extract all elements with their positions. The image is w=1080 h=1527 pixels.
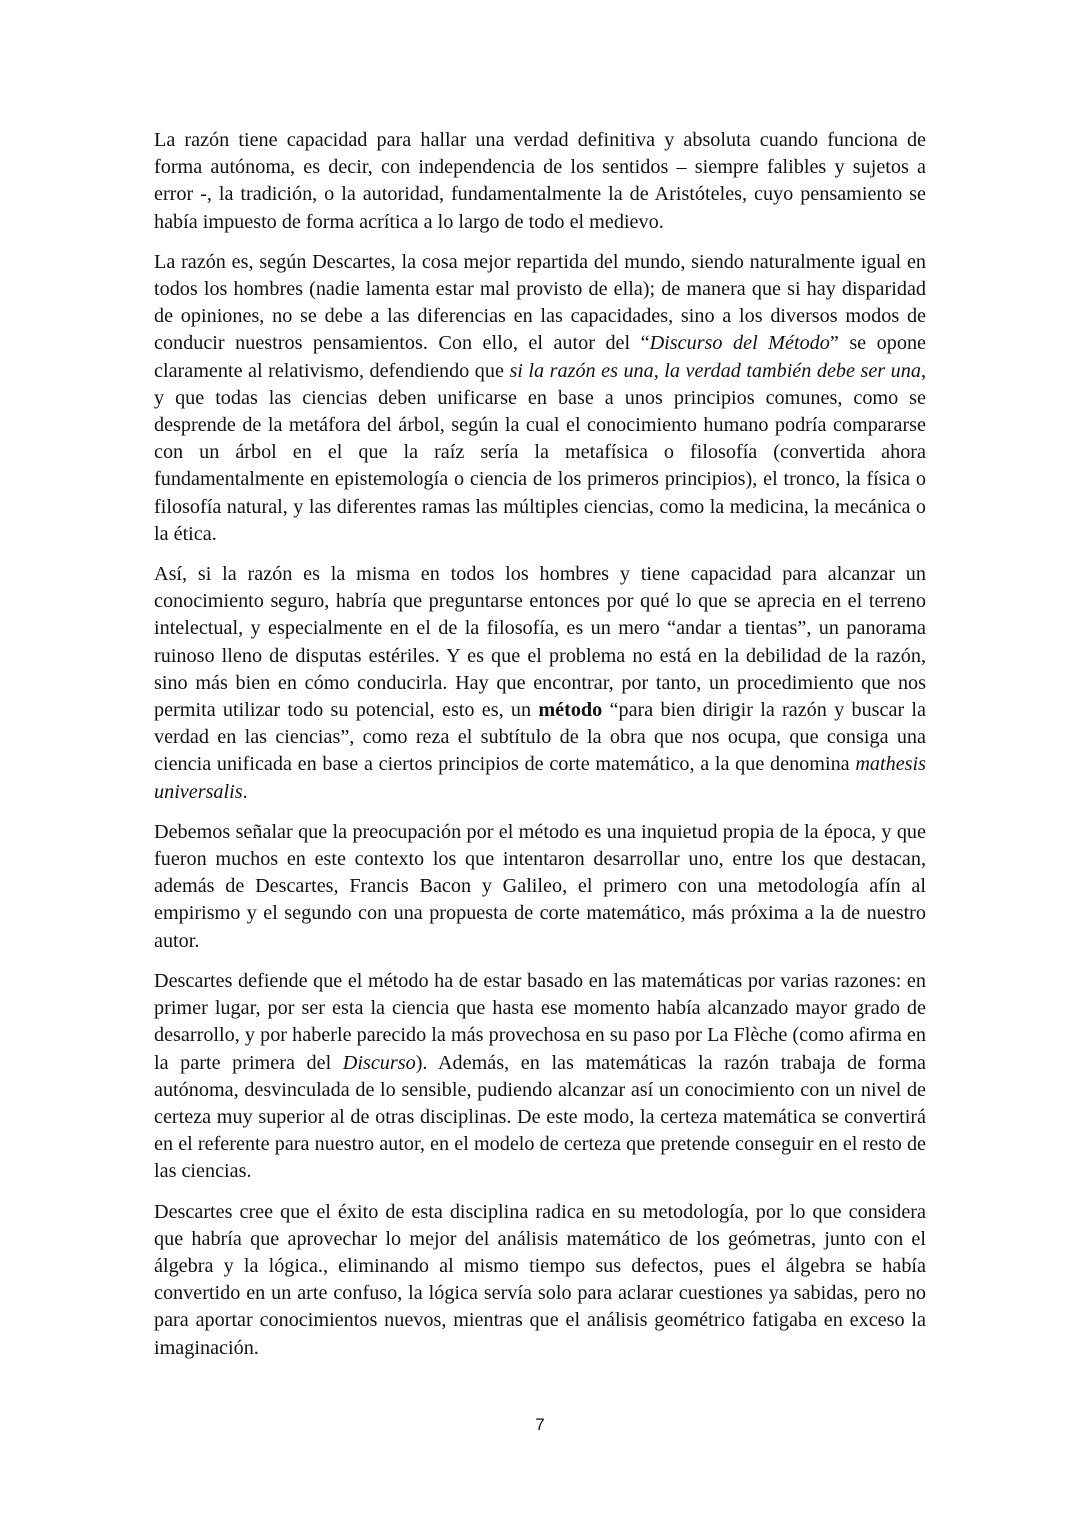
text-run: Descartes cree que el éxito de esta disciplina radica en su metodología, por lo que considera que habría que aprovechar lo mejor del análisis matemático de los geómetras, junto con el álgebra y la lógica., eliminando al mismo tiempo sus defectos, pues el álgebra se había convertido en un arte confuso, la lógica servía solo para aclarar cuestiones ya sabidas, pero no para aportar conocimientos nuevos, mientras que el análisis geométrico fatigaba en exceso la imaginación. (154, 1200, 926, 1359)
body-text (154, 127, 926, 1362)
italic-text-run: mathesis universalis (154, 753, 926, 803)
paragraph (154, 561, 926, 806)
text-run: “para bien dirigir la razón y buscar la verdad en las ciencias”, como reza el subtítulo de la obra que nos ocupa, que consiga una ciencia unificada en base a ciertos principios de corte matemático, a la que denomina (154, 699, 926, 776)
text-run: Debemos señalar que la preocupación por el método es una inquietud propia de la época, y que fueron muchos en este contexto los que intentaron desarrollar uno, entre los que destacan, además de Descartes, Francis Bacon y Galileo, el primero con una metodología afín al empirismo y el segundo con una propuesta de corte matemático, más próxima a la de nuestro autor. (154, 820, 926, 952)
text-run: Descartes defiende que el método ha de estar basado en las matemáticas por varias razones: en primer lugar, por ser esta la ciencia que hasta ese momento había alcanzado mayor grado de desarrollo, y por haberle parecido la más provechosa en su paso por La Flèche (como afirma en la parte primera del (154, 969, 926, 1074)
text-run: La razón tiene capacidad para hallar una verdad definitiva y absoluta cuando funciona de forma autónoma, es decir, con independencia de los sentidos – siempre falibles y sujetos a error -, la tradición, o la autoridad, fundamentalmente la de Aristóteles, cuyo pensamiento se había impuesto de forma acrítica a lo largo de todo el medievo. (154, 129, 926, 233)
paragraph (154, 968, 926, 1186)
italic-text-run: si la razón es una, la verdad también debe ser una (509, 359, 921, 382)
bold-text-run: método (538, 699, 603, 722)
text-run: . (242, 780, 248, 803)
text-run: , y que todas las ciencias deben unificarse en base a unos principios comunes, como se desprende de la metáfora del árbol, según la cual el conocimiento humano podría compararse con un árbol en el que la raíz sería la metafísica o filosofía (convertida ahora fundamentalmente en epistemología o ciencia de los primeros principios), el tronco, la física o filosofía natural, y las diferentes ramas las múltiples ciencias, como la medicina, la mecánica o la ética. (154, 359, 926, 545)
text-run: ” se opone claramente al relativismo, defendiendo que (154, 332, 926, 382)
text-run: ). Además, en las matemáticas la razón trabaja de forma autónoma, desvinculada de lo sensible, pudiendo alcanzar así un conocimiento con un nivel de certeza muy superior al de otras disciplinas. De este modo, la certeza matemática se convertirá en el referente para nuestro autor, en el modelo de certeza que pretende conseguir en el resto de las ciencias. (154, 1051, 926, 1183)
paragraph (154, 1199, 926, 1362)
text-run: La razón es, según Descartes, la cosa mejor repartida del mundo, siendo naturalmente igual en todos los hombres (nadie lamenta estar mal provisto de ella); de manera que si hay disparidad de opiniones, no se debe a las diferencias en las capacidades, sino a los diversos modos de conducir nuestros pensamientos. Con ello, el autor del “ (154, 250, 926, 355)
italic-text-run: Discurso (342, 1051, 416, 1074)
text-run: Así, si la razón es la misma en todos los hombres y tiene capacidad para alcanzar un conocimiento seguro, habría que preguntarse entonces por qué lo que se aprecia en el terreno intelectual, y especialmente en el de la filosofía, es un mero “andar a tientas”, un panorama ruinoso lleno de disputas estériles. Y es que el problema no está en la debilidad de la razón, sino más bien en cómo conducirla. Hay que encontrar, por tanto, un procedimiento que nos permita utilizar todo su potencial, esto es, un (154, 563, 926, 722)
paragraph (154, 249, 926, 548)
paragraph (154, 819, 926, 955)
page-number: 7 (535, 1415, 545, 1434)
paragraph (154, 127, 926, 236)
italic-text-run: Discurso del Método (649, 332, 830, 355)
